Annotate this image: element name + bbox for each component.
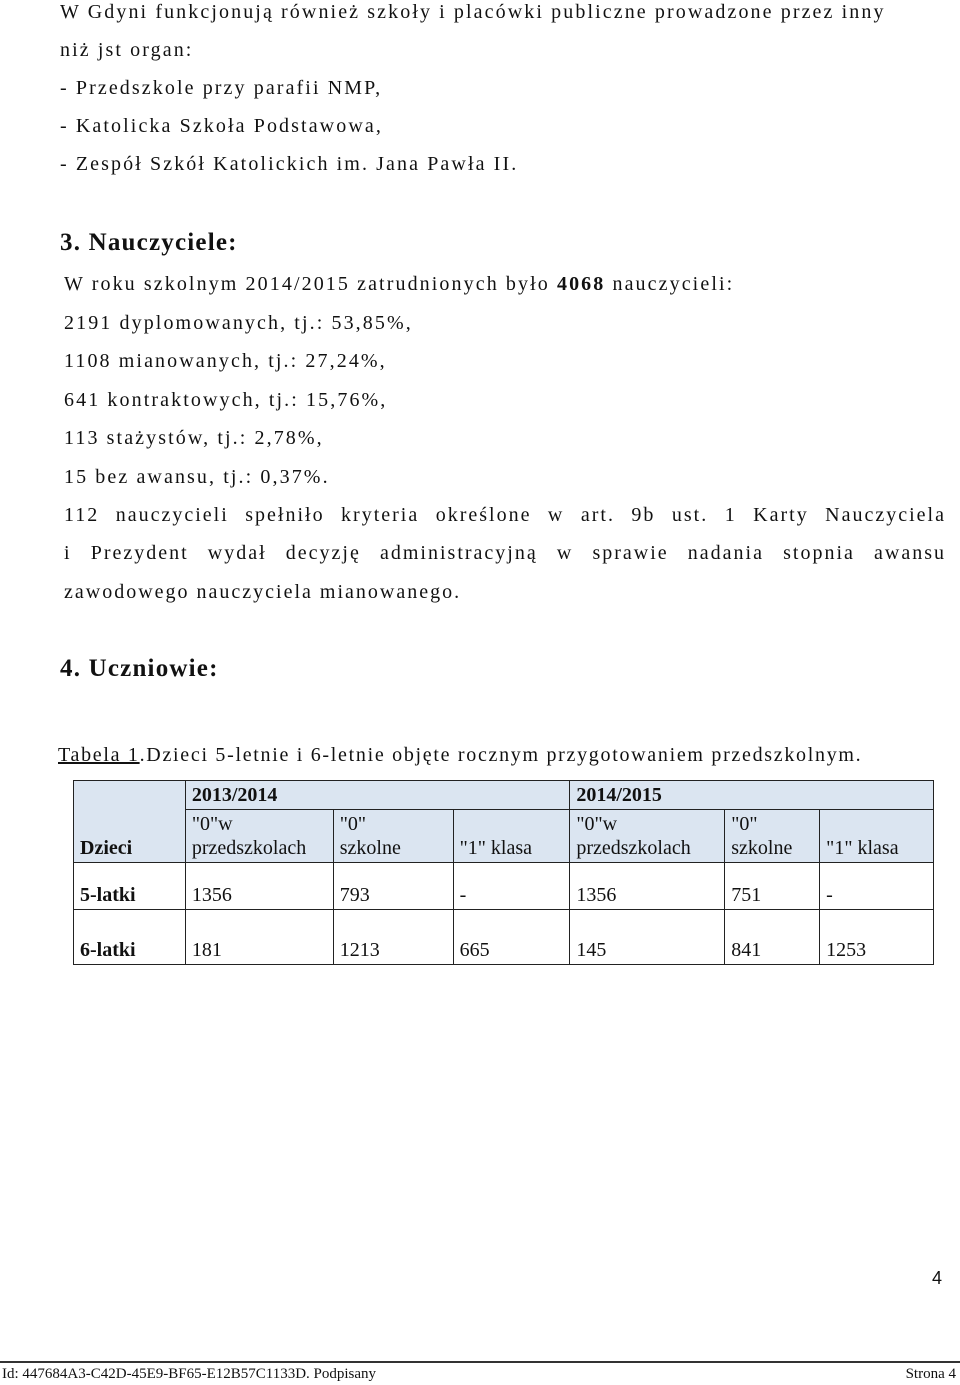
- intro-item-2: - Katolicka Szkoła Podstawowa,: [60, 115, 383, 137]
- intro-line-1: W Gdyni funkcjonują również szkoły i placówki publiczne prowadzone przez inny: [60, 1, 886, 23]
- table-cell: 181: [185, 910, 333, 965]
- stat-line-kontraktowi: 641 kontraktowych, tj.: 15,76%,: [64, 389, 388, 411]
- header-klasa1-2013: "1" klasa: [453, 810, 570, 863]
- intro-line-2: niż jst organ:: [60, 39, 194, 61]
- header-line: szkolne: [731, 837, 793, 859]
- stat-line-stazysci: 113 stażystów, tj.: 2,78%,: [64, 427, 324, 449]
- table-cell: 841: [725, 910, 820, 965]
- footer-page-label: Strona 4: [905, 1366, 956, 1382]
- row-label: 6-latki: [74, 910, 186, 965]
- table-cell: -: [820, 863, 934, 910]
- table-caption: [58, 743, 862, 767]
- header-line: przedszkolach: [191, 837, 307, 859]
- section-3-heading: 3. Nauczyciele:: [60, 229, 238, 256]
- header-szkolne-2014: [725, 810, 820, 863]
- header-line: "0": [731, 813, 758, 835]
- header-line: "0"w: [576, 813, 618, 835]
- intro-item-3: - Zespół Szkół Katolickich im. Jana Pawła II.: [60, 153, 519, 175]
- paragraph-line-1: 112 nauczycieli spełniło kryteria określone w art. 9b ust. 1 Karty Nauczyciela: [64, 504, 946, 526]
- table-cell: 665: [453, 910, 570, 965]
- table-caption-text: .Dzieci 5-letnie i 6-letnie objęte rocznym przygotowaniem przedszkolnym.: [139, 744, 863, 766]
- stat-line-mianowani: 1108 mianowanych, tj.: 27,24%,: [64, 350, 387, 372]
- header-year-2014-2015: 2014/2015: [570, 781, 934, 810]
- page-number: 4: [932, 1268, 943, 1288]
- header-przedszkola-2013: [185, 810, 333, 863]
- header-line: "0": [339, 813, 367, 835]
- table-row: [74, 910, 934, 965]
- header-year-2013-2014: 2013/2014: [185, 781, 570, 810]
- table-cell: 1213: [333, 910, 453, 965]
- row-label: 5-latki: [74, 863, 186, 910]
- header-szkolne-2013: [333, 810, 453, 863]
- teachers-summary: [64, 272, 734, 296]
- header-dzieci: Dzieci: [74, 781, 186, 863]
- intro-item-1: - Przedszkole przy parafii NMP,: [60, 77, 383, 99]
- table-header-row-columns: [74, 810, 934, 863]
- table-caption-label: Tabela 1: [58, 744, 140, 766]
- header-line: "0"w: [191, 813, 233, 835]
- header-klasa1-2014: "1" klasa: [820, 810, 934, 863]
- table-cell: 1356: [185, 863, 333, 910]
- summary-before: W roku szkolnym 2014/2015 zatrudnionych było: [64, 273, 557, 295]
- table-cell: 751: [725, 863, 820, 910]
- table-cell: 145: [570, 910, 725, 965]
- footer-document-id: Id: 447684A3-C42D-45E9-BF65-E12B57C1133D. Podpisany: [2, 1366, 377, 1382]
- paragraph-line-3: zawodowego nauczyciela mianowanego.: [64, 581, 462, 603]
- table-cell: 1253: [820, 910, 934, 965]
- summary-after: nauczycieli:: [605, 273, 735, 295]
- header-line: przedszkolach: [576, 837, 691, 859]
- table-cell: 1356: [570, 863, 725, 910]
- table-header-row-years: [74, 781, 934, 810]
- stat-line-bez-awansu: 15 bez awansu, tj.: 0,37%.: [64, 466, 330, 488]
- stat-line-dyplomowani: 2191 dyplomowanych, tj.: 53,85%,: [64, 312, 413, 334]
- data-table: [73, 780, 934, 965]
- section-4-heading: 4. Uczniowie:: [60, 655, 219, 682]
- paragraph-line-2: i Prezydent wydał decyzję administracyjną w sprawie nadania stopnia awansu: [64, 542, 946, 564]
- summary-number: 4068: [556, 273, 606, 295]
- table-cell: -: [453, 863, 570, 910]
- table-row: [74, 863, 934, 910]
- table-cell: 793: [333, 863, 453, 910]
- footer-divider: [0, 1361, 960, 1363]
- header-line: szkolne: [339, 837, 401, 859]
- header-przedszkola-2014: [570, 810, 725, 863]
